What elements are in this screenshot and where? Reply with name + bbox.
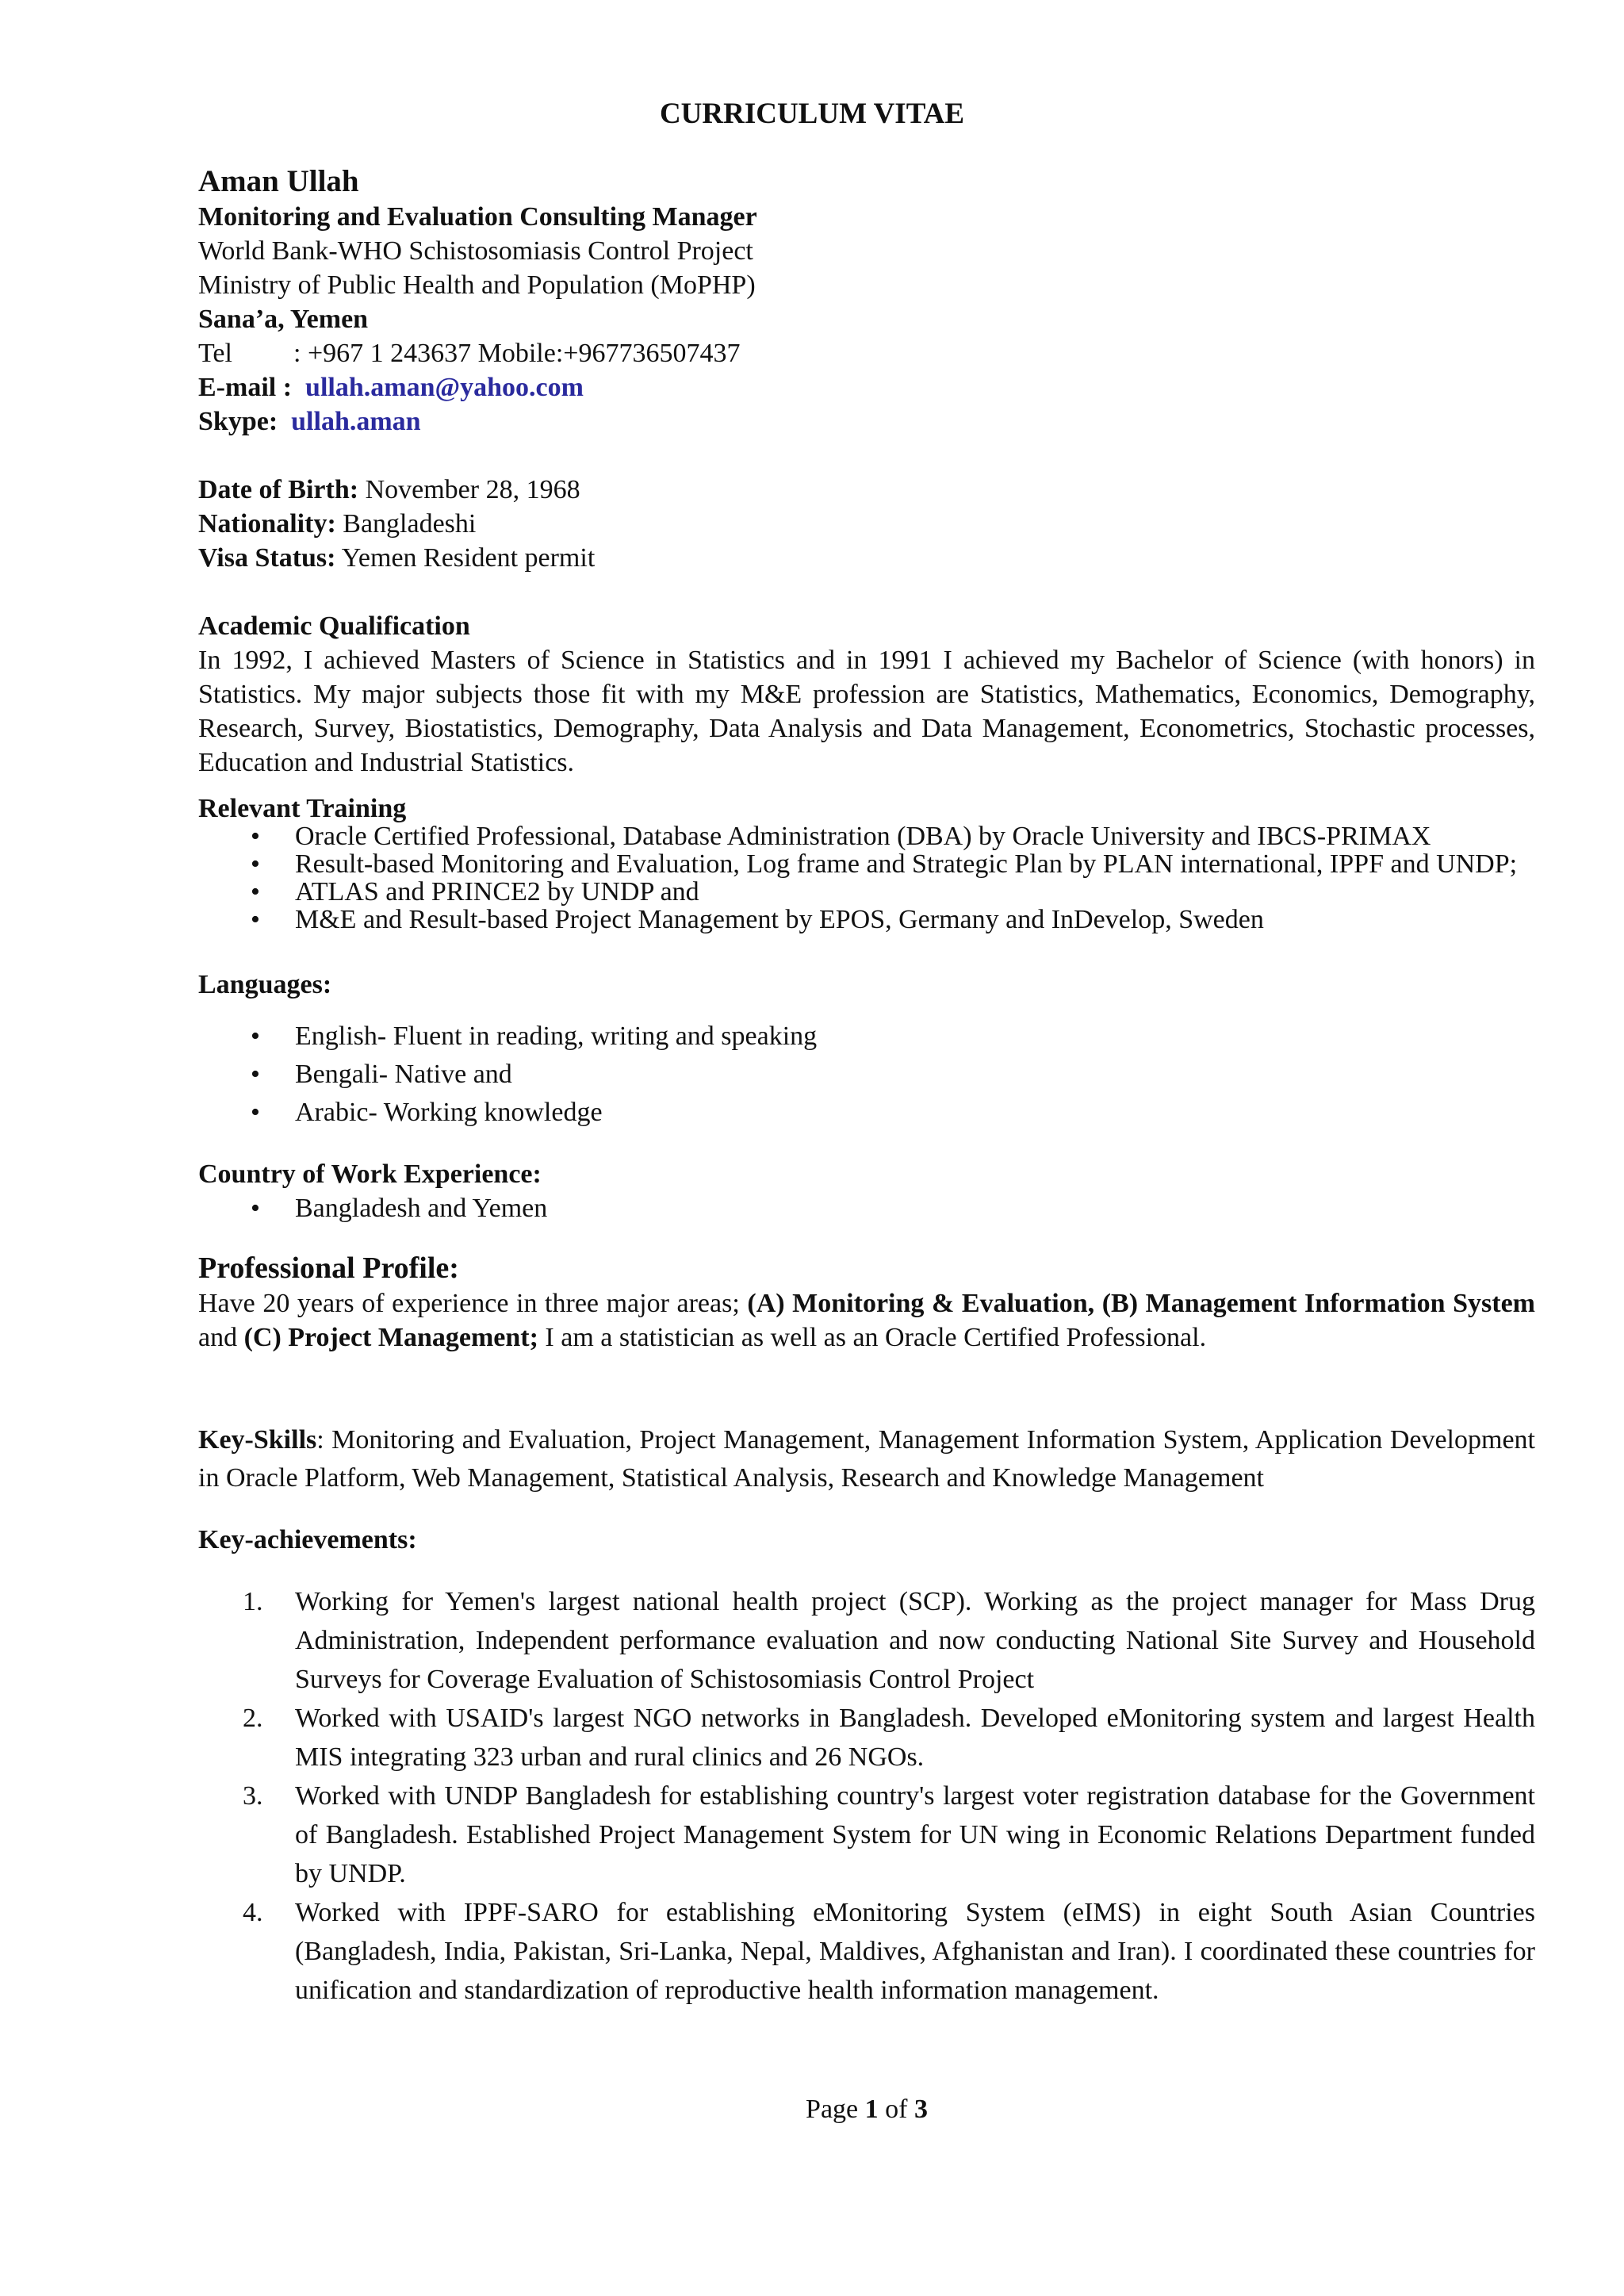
dob-value: November 28, 1968 [365, 475, 580, 504]
profile-text-part: and [198, 1323, 244, 1352]
list-item: • Result-based Monitoring and Evaluation, Log frame and Strategic Plan by PLAN international, IPPF and UNDP; [198, 850, 1535, 878]
profile-text-part: I am a statistician as well as an Oracle Certified Professional. [538, 1323, 1207, 1352]
candidate-location: Sana’a, Yemen [198, 305, 369, 334]
list-item-text: Working for Yemen's largest national health project (SCP). Working as the project manager for Mass Drug Administration, Independent performance evaluation and now conducting National Site Survey and Household Surveys for Coverage Evaluation of Schistosomiasis Control Project [295, 1587, 1535, 1694]
visa-value: Yemen Resident permit [341, 543, 596, 573]
dob-label: Date of Birth: [198, 475, 359, 504]
list-item: • ATLAS and PRINCE2 by UNDP and [198, 878, 1535, 906]
list-item [198, 1893, 1535, 2010]
training-section [198, 795, 1535, 933]
achievements-section [198, 1523, 1535, 2010]
profile-heading: Professional Profile: [198, 1251, 459, 1285]
candidate-position: Monitoring and Evaluation Consulting Manager [198, 202, 757, 232]
personal-block [198, 473, 1535, 575]
languages-section [198, 968, 1535, 1132]
training-list [198, 822, 1535, 933]
profile-text-bold: (C) Project Management; [243, 1323, 538, 1352]
tel-label: Tel [198, 339, 232, 368]
profile-section [198, 1251, 1535, 1355]
tel-line [198, 336, 1535, 370]
key-skills-text: : Monitoring and Evaluation, Project Management, Management Information System, Application Development in Oracle Platform, Web Management, Statistical Analysis, Research and Knowledge Management [198, 1425, 1535, 1493]
key-skills-label: Key-Skills [198, 1425, 317, 1455]
profile-text-part: Have 20 years of experience in three major areas; [198, 1289, 748, 1318]
countries-list [198, 1191, 1535, 1225]
languages-list [198, 1018, 1535, 1132]
visa-label: Visa Status: [198, 543, 336, 573]
list-item [198, 1582, 1535, 1699]
list-item-number: 4. [243, 1898, 263, 1927]
footer-prefix: Page [806, 2095, 865, 2124]
candidate-project: World Bank-WHO Schistosomiasis Control Project [198, 236, 753, 266]
achievements-heading: Key-achievements: [198, 1525, 417, 1554]
profile-text [198, 1286, 1535, 1355]
list-item: • Bangladesh and Yemen [198, 1191, 1535, 1225]
footer-middle: of [878, 2095, 914, 2124]
email-link[interactable]: ullah.aman@yahoo.com [305, 373, 584, 402]
key-skills [198, 1421, 1535, 1497]
footer-total-pages: 3 [914, 2095, 928, 2124]
nationality-line [198, 507, 1535, 541]
footer-current-page: 1 [864, 2095, 879, 2124]
document-title: CURRICULUM VITAE [659, 98, 965, 130]
academic-text: In 1992, I achieved Masters of Science in Statistics and in 1991 I achieved my Bachelor of Science (with honors) in Statistics. My major subjects those fit with my M&E profession are Statistics, Mathematics, Economics, Demography, Research, Survey, Biostatistics, Demography, Data Analysis and Data Management, Econometrics, Stochastic processes, Education and Industrial Statistics. [198, 646, 1535, 777]
list-item [198, 1777, 1535, 1893]
list-item: • M&E and Result-based Project Management by EPOS, Germany and InDevelop, Sweden [198, 906, 1535, 933]
candidate-name: Aman Ullah [198, 164, 359, 198]
countries-section [198, 1157, 1535, 1225]
skype-label: Skype: [198, 407, 278, 436]
list-item [198, 1699, 1535, 1777]
dob-line [198, 473, 1535, 507]
languages-heading: Languages: [198, 970, 332, 999]
list-item: • Bengali- Native and [198, 1056, 1535, 1094]
contact-block [198, 163, 1535, 439]
list-item: • Arabic- Working knowledge [198, 1094, 1535, 1132]
academic-heading: Academic Qualification [198, 611, 470, 641]
achievements-list [198, 1582, 1535, 2010]
email-line [198, 370, 1535, 404]
list-item: • Oracle Certified Professional, Database Administration (DBA) by Oracle University and IBCS-PRIMAX [198, 822, 1535, 850]
candidate-ministry: Ministry of Public Health and Population (MoPHP) [198, 270, 756, 300]
page-footer [109, 2092, 1624, 2126]
nationality-label: Nationality: [198, 509, 336, 539]
academic-section [198, 609, 1535, 780]
email-label: E-mail : [198, 373, 293, 402]
list-item-text: Worked with UNDP Bangladesh for establishing country's largest voter registration database for the Government of Bangladesh. Established Project Management System for UN wing in Economic Relations Department funded by UNDP. [295, 1781, 1535, 1888]
nationality-value: Bangladeshi [343, 509, 477, 539]
list-item-number: 3. [243, 1781, 263, 1811]
tel-value: : +967 1 243637 Mobile:+967736507437 [293, 339, 741, 368]
countries-heading: Country of Work Experience: [198, 1159, 542, 1189]
skype-link[interactable]: ullah.aman [291, 407, 421, 436]
visa-line [198, 541, 1535, 575]
profile-text-bold: (A) Monitoring & Evaluation, (B) Management Information System [747, 1289, 1535, 1318]
list-item-number: 1. [243, 1587, 263, 1616]
list-item-number: 2. [243, 1704, 263, 1733]
training-heading: Relevant Training [198, 794, 407, 823]
skype-line [198, 404, 1535, 439]
list-item-text: Worked with IPPF-SARO for establishing eMonitoring System (eIMS) in eight South Asian Countries (Bangladesh, India, Pakistan, Sri-Lanka, Nepal, Maldives, Afghanistan and Iran). I coordinated these countries for unification and standardization of reproductive health information management. [295, 1898, 1535, 2005]
list-item-text: Worked with USAID's largest NGO networks in Bangladesh. Developed eMonitoring system and largest Health MIS integrating 323 urban and rural clinics and 26 NGOs. [295, 1704, 1535, 1772]
list-item: • English- Fluent in reading, writing and speaking [198, 1018, 1535, 1056]
